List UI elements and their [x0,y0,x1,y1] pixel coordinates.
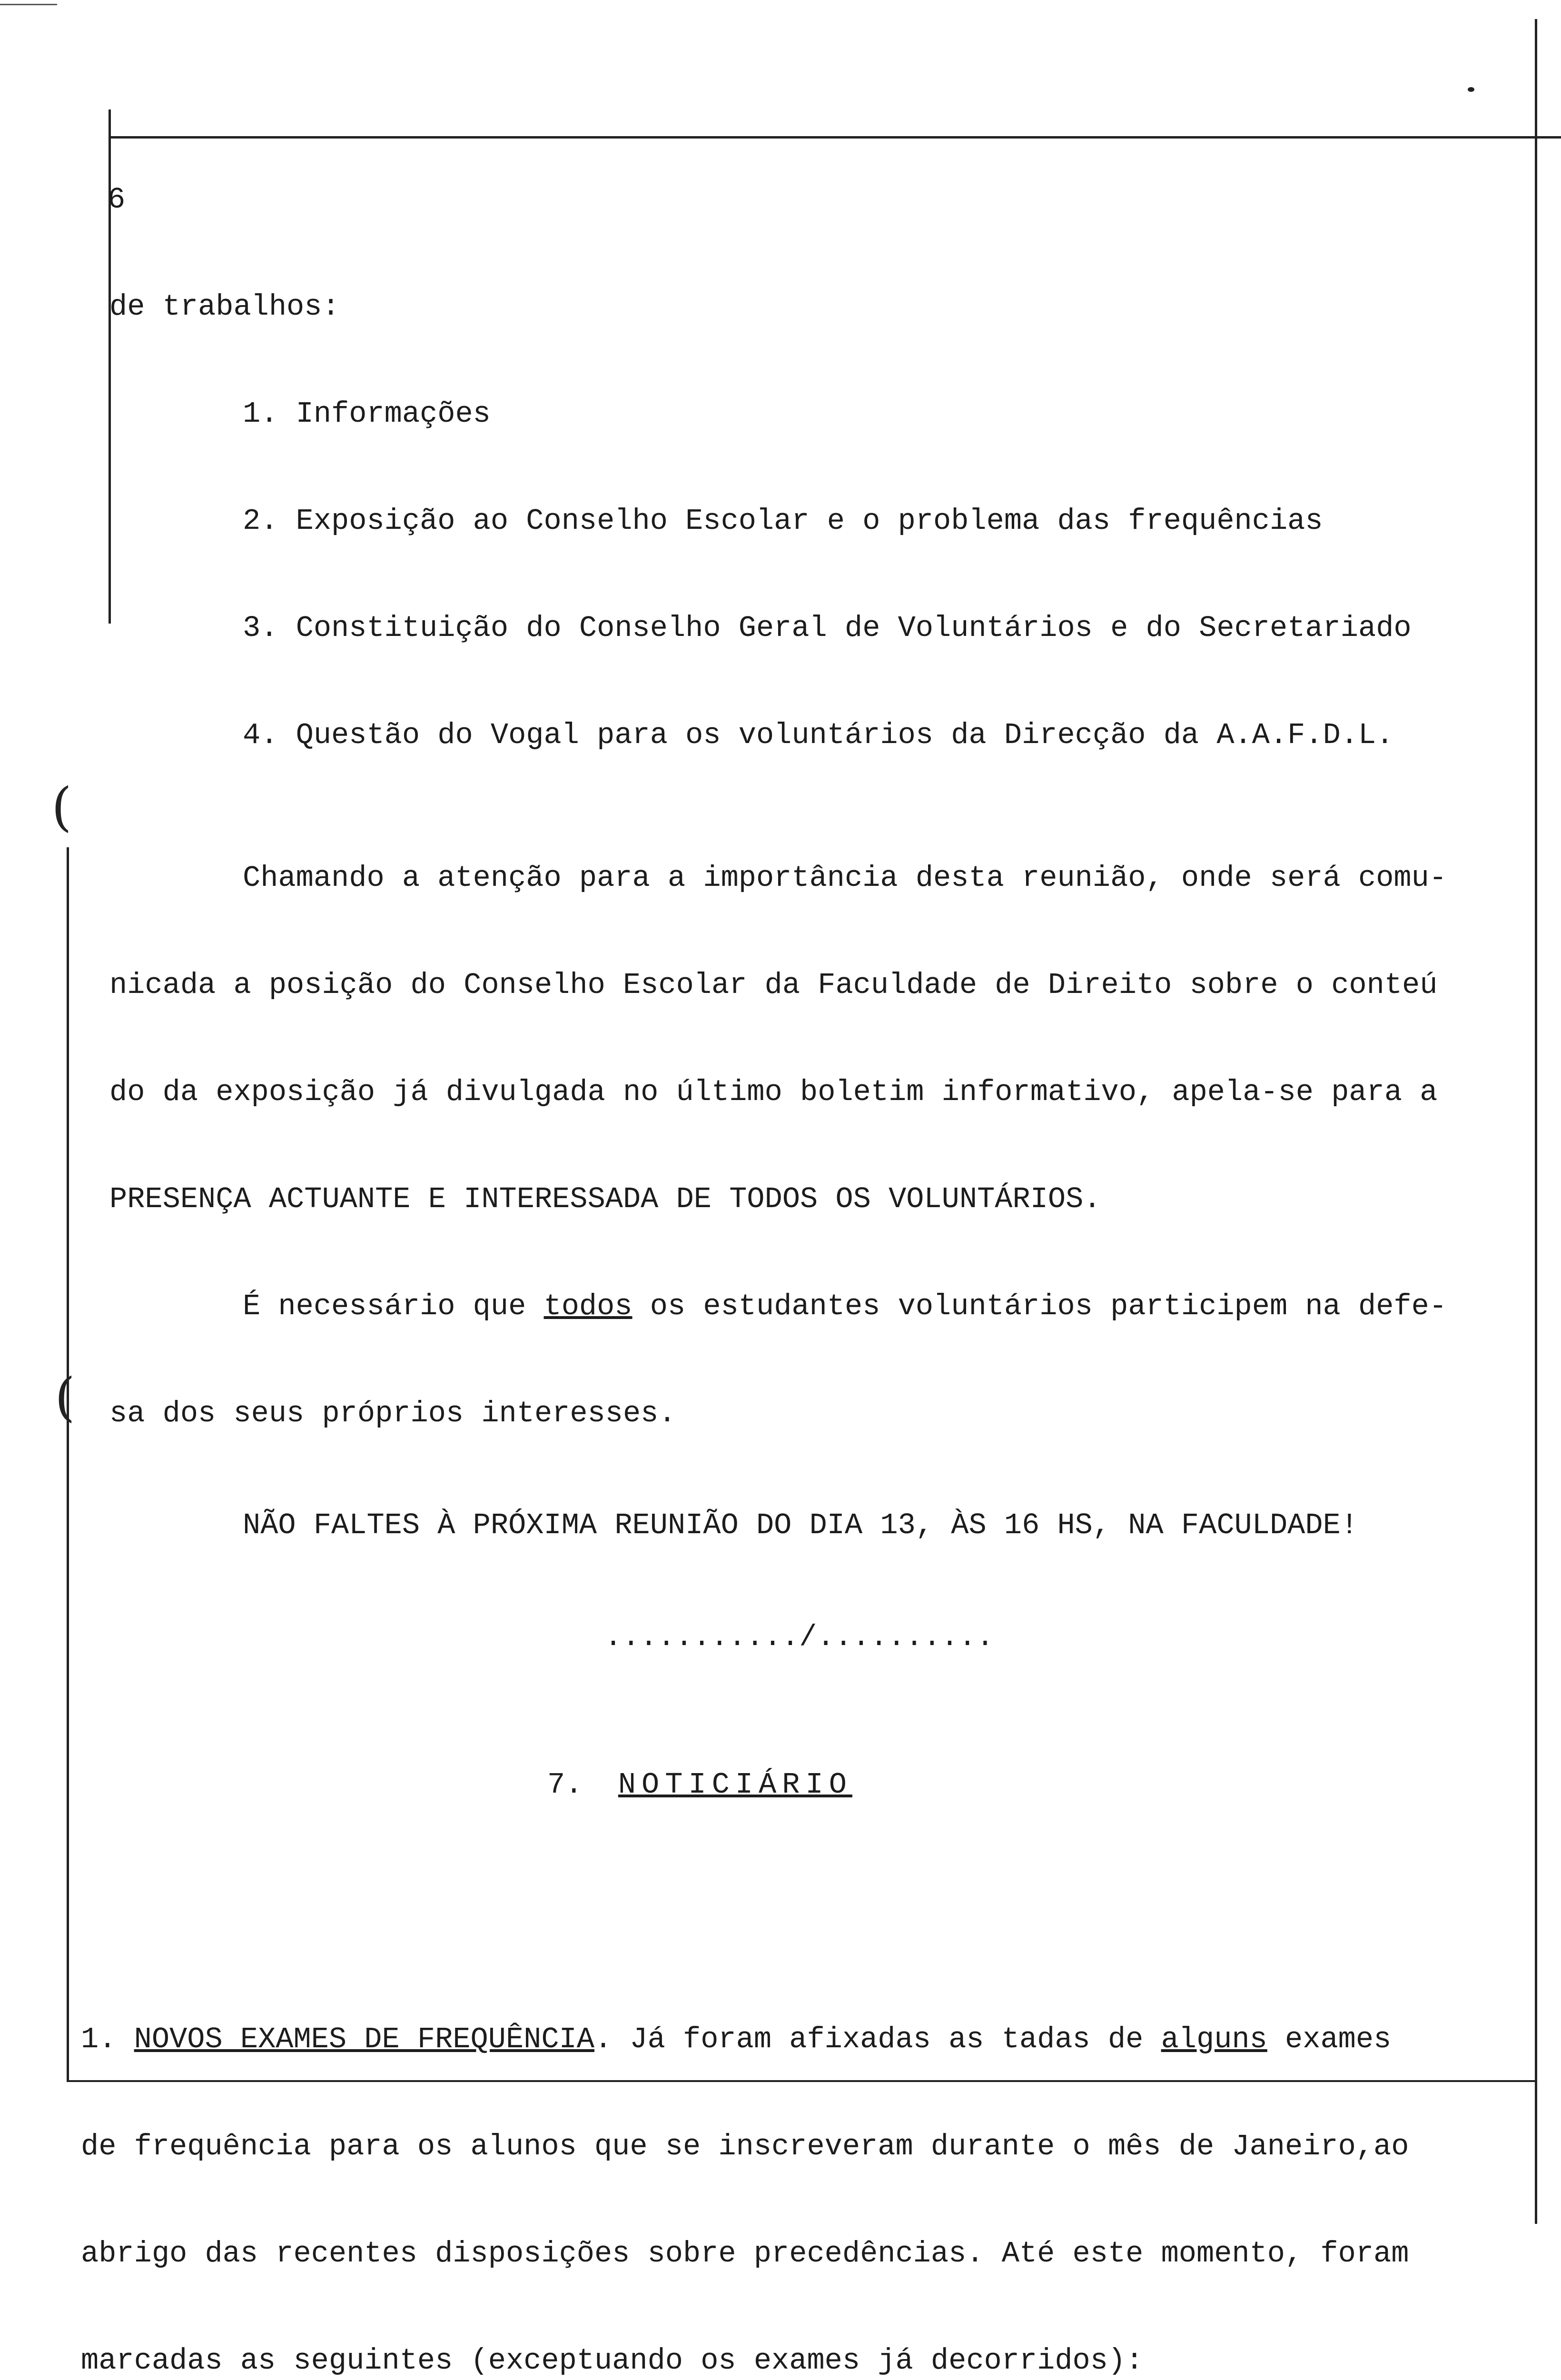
agenda-item: 3. Constituição do Conselho Geral de Voluntários e do Secretariado [243,611,1412,645]
news-heading: NOVOS EXAMES DE FREQUÊNCIA [134,2023,594,2056]
emphasis: alguns [1161,2023,1267,2056]
section-heading: 7. NOTICIÁRIO [547,1768,852,1802]
divider: .........../.......... [604,1620,994,1654]
section-title: NOTICIÁRIO [618,1768,852,1802]
appeal-line: Chamando a atenção para a importância desta reunião, onde será comu- [243,861,1447,895]
agenda-intro: de trabalhos: [109,290,340,324]
meeting-call: NÃO FALTES À PRÓXIMA REUNIÃO DO DIA 13, ÀS 16 HS, NA FACULDADE! [243,1508,1358,1542]
appeal-line: nicada a posição do Conselho Escolar da Faculdade de Direito sobre o conteú [109,968,1438,1002]
necessity-line: sa dos seus próprios interesses. [109,1397,676,1430]
document-body [81,113,1532,2380]
frame-right-rule [1535,19,1537,2224]
margin-bracket: ( [55,1367,75,1428]
news-line: abrigo das recentes disposições sobre precedências. Até este momento, foram [81,2237,1409,2271]
frame-left-lower-rule [67,847,69,2080]
appeal-line: PRESENÇA ACTUANTE E INTERESSADA DE TODOS OS VOLUNTÁRIOS. [109,1182,1101,1216]
necessity-line: É necessário que todos os estudantes voluntários participem na defe- [243,1289,1447,1323]
margin-bracket: ( [51,776,72,837]
news-line: de frequência para os alunos que se inscreveram durante o mês de Janeiro,ao [81,2130,1409,2163]
page-number: 6 [108,183,126,217]
news-line: 1. NOVOS EXAMES DE FREQUÊNCIA. Já foram afixadas as tadas de alguns exames [81,2023,1392,2056]
agenda-item: 4. Questão do Vogal para os voluntários da Direcção da A.A.F.D.L. [243,718,1394,752]
agenda-item: 2. Exposição ao Conselho Escolar e o problema das frequências [243,504,1323,538]
news-item-1 [81,1945,1532,2380]
emphasis: todos [543,1289,632,1323]
agenda-item: 1. Informações [243,397,491,431]
ink-dot [1468,87,1474,92]
news-line: marcadas as seguintes (exceptuando os exames já decorridos): [81,2344,1144,2378]
appeal-line: do da exposição já divulgada no último boletim informativo, apela-se para a [109,1075,1438,1109]
scratch-mark [0,4,57,5]
